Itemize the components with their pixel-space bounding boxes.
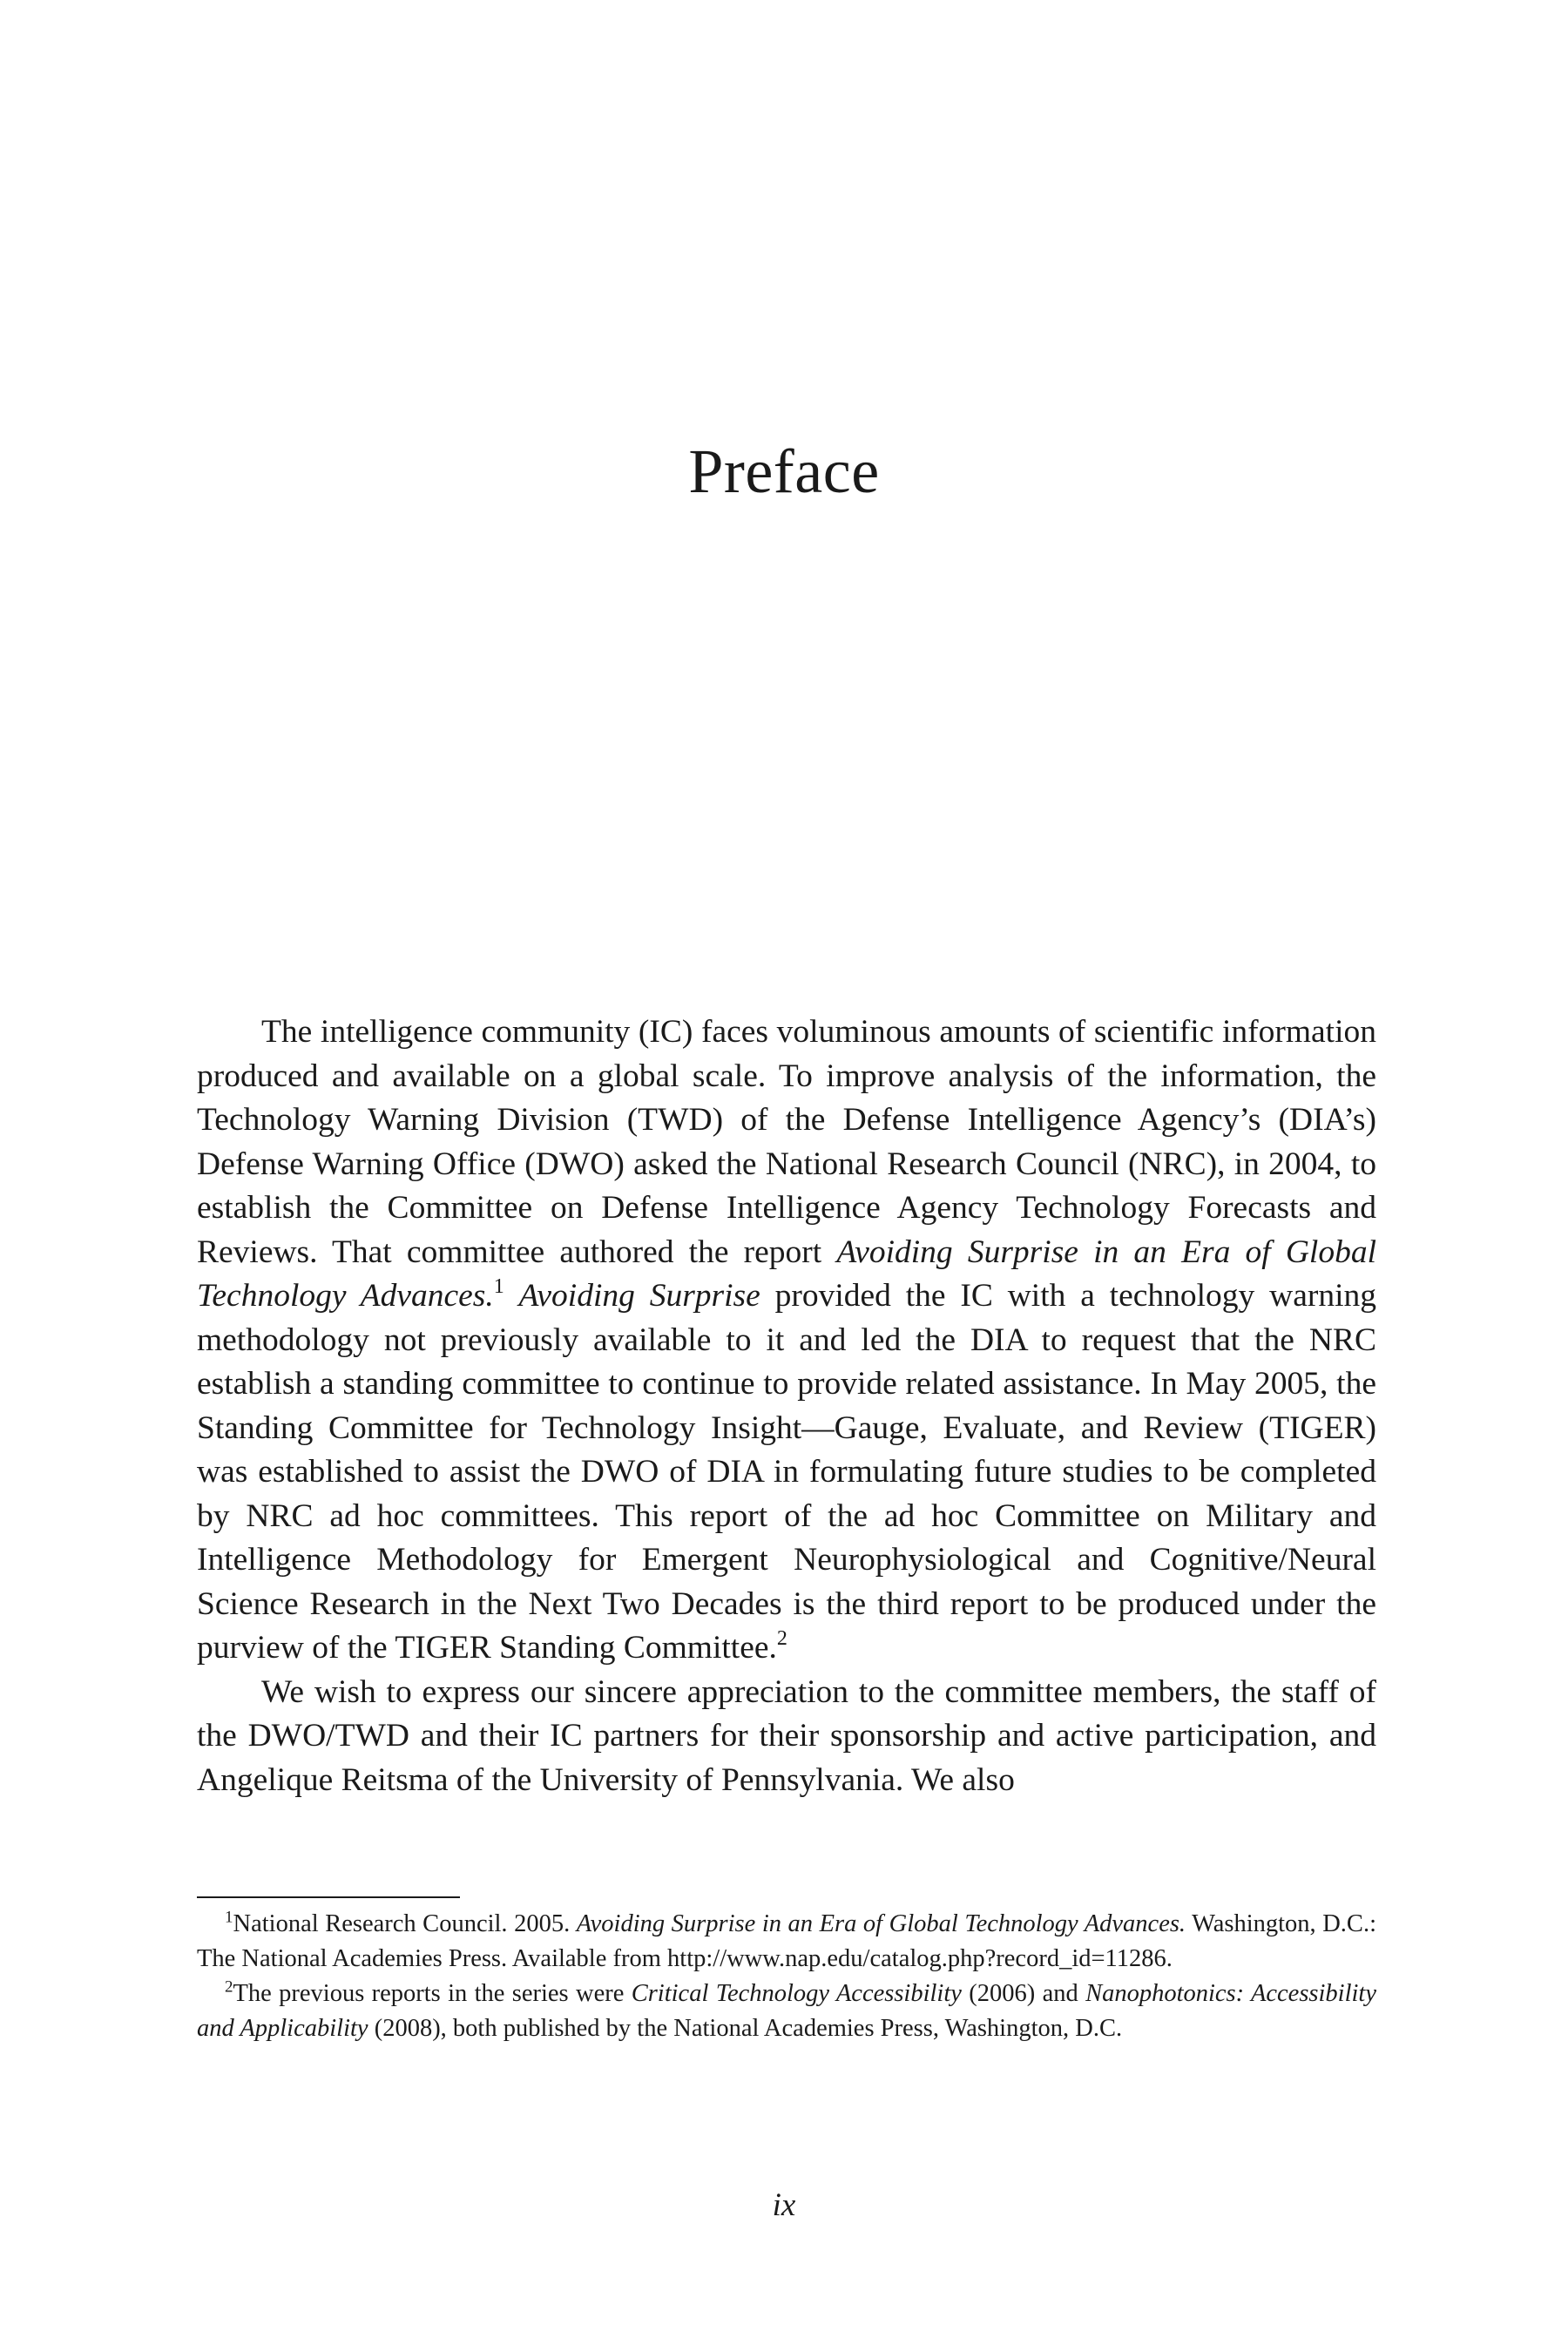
- footnote-1-mark: 1: [225, 1908, 233, 1927]
- footnote-ref-2[interactable]: 2: [776, 1626, 787, 1650]
- footnote-1-text-a: National Research Council. 2005.: [233, 1910, 577, 1937]
- footnote-divider: [197, 1896, 460, 1898]
- paragraph-1-text-b: provided the IC with a technology warning methodology not previously available to it and led the DIA to request that the NRC establish a standing committee to continue to provide related assistance. In May 2005, the Standing Committee for Technology Insight—Gauge, Evaluate, and Review (TIGER) was established to assist the DWO of DIA in formulating future studies to be completed by NRC ad hoc committees. This report of the ad hoc Committee on Military and Intelligence Methodology for Emergent Neurophysiological and Cognitive/Neural Science Research in the Next Two Decades is the third report to be produced under the purview of the TIGER Standing Committee.: [197, 1278, 1376, 1666]
- footnote-2: [197, 1977, 1376, 2046]
- paragraph-1-text-a: The intelligence community (IC) faces voluminous amounts of scientific information produced and available on a global scale. To improve analysis of the information, the Technology Warning Division (TWD) of the Defense Intelligence Agency’s (DIA’s) Defense Warning Office (DWO) asked the National Research Council (NRC), in 2004, to establish the Committee on Defense Intelligence Agency Technology Forecasts and Reviews. That committee authored the report: [197, 1014, 1376, 1270]
- body-text: [197, 1010, 1376, 1802]
- footnote-2-text-a: The previous reports in the series were: [233, 1980, 632, 2007]
- footnote-2-italic-1: Critical Technology Accessibility: [631, 1980, 962, 2007]
- footnote-1: [197, 1907, 1376, 1977]
- footnote-ref-1[interactable]: 1: [493, 1274, 504, 1298]
- page-number: ix: [772, 2187, 796, 2223]
- footnote-2-mark: 2: [225, 1977, 233, 1997]
- footnote-1-italic: Avoiding Surprise in an Era of Global Technology Advances.: [576, 1910, 1186, 1937]
- paragraph-2: We wish to express our sincere appreciation to the committee members, the staff of the DWO/TWD and their IC partners for their sponsorship and active participation, and Angelique Reitsma of the University of Pennsylvania. We also: [197, 1673, 1376, 1798]
- footnote-2-text-c: (2008), both published by the National Academies Press, Washington, D.C.: [368, 2015, 1123, 2042]
- footnote-1-text-b: Washington, D.C.: The National Academies Press. Available from http://www.nap.edu/catalog.php?record_id=11286.: [197, 1910, 1376, 1972]
- footnotes: [197, 1907, 1376, 2046]
- paragraph-1: [197, 1010, 1376, 1671]
- footnote-2-text-b: (2006) and: [961, 1980, 1086, 2007]
- report-short-title-italic: Avoiding Surprise: [518, 1278, 760, 1314]
- page-title: Preface: [688, 436, 880, 506]
- report-title-italic: Avoiding Surprise in an Era of Global Technology Advances.: [197, 1233, 1376, 1314]
- footnote-2-italic-2: Nanophotonics: Accessibility and Applicability: [197, 1980, 1376, 2042]
